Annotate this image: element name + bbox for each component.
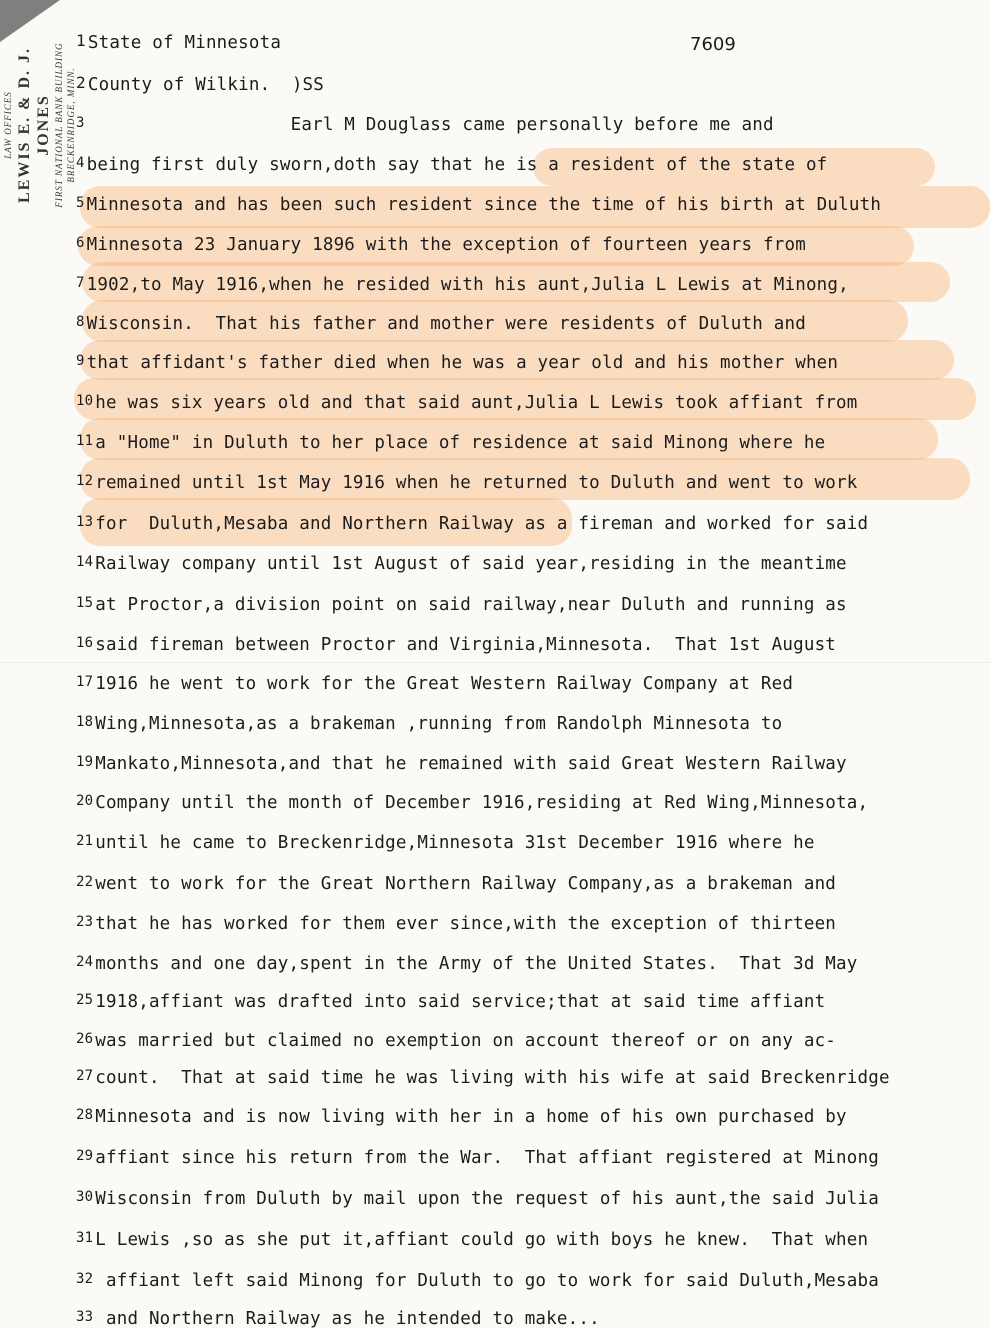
affidavit-line [76,632,990,656]
line-number: 29 [76,1148,94,1164]
line-text: at Proctor,a division point on said railway,near Duluth and running as [95,595,847,615]
line-text: remained until 1st May 1916 when he returned to Duluth and went to work [95,473,858,493]
line-number: 33 [76,1309,94,1325]
affidavit-line [76,951,990,975]
line-number: 16 [76,635,94,651]
line-text: Earl M Douglass came personally before me and [86,115,774,135]
line-number: 28 [76,1107,94,1123]
line-text: Railway company until 1st August of said year,residing in the meantime [95,554,847,574]
affidavit-line [76,1104,990,1128]
line-number: 31 [76,1230,94,1246]
affidavit-line [76,1145,990,1169]
stamp-line-3: FIRST NATIONAL BANK BUILDING [54,42,64,208]
affidavit-line [76,1186,990,1210]
line-number: 24 [76,954,94,970]
line-text: 1902,to May 1916,when he resided with his aunt,Julia L Lewis at Minong, [86,275,849,295]
line-number: 17 [76,674,94,690]
line-text: he was six years old and that said aunt,Julia L Lewis took affiant from [95,393,858,413]
line-text: Wing,Minnesota,as a brakeman ,running from Randolph Minnesota to [95,714,783,734]
line-text: for Duluth,Mesaba and Northern Railway as a fireman and worked for said [95,514,869,534]
line-text: that he has worked for them ever since,with the exception of thirteen [95,914,837,934]
affidavit-line [76,511,990,535]
line-text: that affidant's father died when he was a year old and his mother when [86,353,839,373]
affidavit-line [76,311,990,335]
line-text: count. That at said time he was living with his wife at said Breckenridge [95,1068,890,1088]
line-text: 1916 he went to work for the Great Western Railway Company at Red [95,674,794,694]
affidavit-line [76,871,990,895]
affidavit-line [76,551,990,575]
line-number: 27 [76,1068,94,1084]
affidavit-line [76,989,990,1013]
line-text: a "Home" in Duluth to her place of residence at said Minong where he [95,433,826,453]
line-number: 6 [76,235,85,251]
line-text: County of Wilkin. )SS [87,75,325,95]
line-number: 23 [76,914,94,930]
line-number: 21 [76,833,94,849]
line-number: 4 [76,155,85,171]
line-number: 11 [76,433,94,449]
stamp-line-4: BRECKENRIDGE, MINN. [66,67,76,183]
affidavit-line [76,72,990,96]
line-text: State of Minnesota [87,33,282,53]
line-text: until he came to Breckenridge,Minnesota 31st December 1916 where he [95,833,815,853]
line-number: 1 [76,31,86,50]
line-text: Company until the month of December 1916,residing at Red Wing,Minnesota, [95,793,869,813]
line-text: 1918,affiant was drafted into said service;that at said time affiant [95,992,826,1012]
affidavit-line [76,192,990,216]
line-number: 14 [76,554,94,570]
line-number: 9 [76,353,85,369]
line-number: 5 [76,195,85,211]
line-number: 3 [76,115,85,131]
line-text: months and one day,spent in the Army of the United States. That 3d May [95,954,858,974]
affidavit-line [76,390,990,414]
affidavit-line [76,350,990,374]
affidavit-line [76,1268,990,1292]
affidavit-line [76,430,990,454]
line-text: and Northern Railway as he intended to make... [95,1309,600,1328]
line-text: affiant since his return from the War. That affiant registered at Minong [95,1148,879,1168]
scan-artifact [0,662,990,663]
line-number: 22 [76,874,94,890]
line-text: Minnesota and has been such resident since the time of his birth at Duluth [86,195,882,215]
affidavit-line [76,671,990,695]
line-number: 25 [76,992,94,1008]
affidavit-line [76,1028,990,1052]
line-text: said fireman between Proctor and Virginia,Minnesota. That 1st August [95,635,837,655]
affidavit-line [76,751,990,775]
line-number: 7 [76,275,85,291]
affidavit-line [76,711,990,735]
affidavit-line [76,30,990,54]
affidavit-line [76,1306,990,1328]
affidavit-line [76,911,990,935]
line-number: 2 [76,73,86,92]
line-number: 26 [76,1031,94,1047]
stamp-line-1: LAW OFFICES [3,91,13,159]
line-number: 13 [76,514,94,530]
line-number: 10 [76,393,94,409]
line-text: was married but claimed no exemption on account thereof or on any ac- [95,1031,837,1051]
affidavit-line [76,152,990,176]
line-text: Minnesota 23 January 1896 with the exception of fourteen years from [86,235,806,255]
line-number: 15 [76,595,94,611]
affidavit-line [76,790,990,814]
line-text: L Lewis ,so as she put it,affiant could go with boys he knew. That when [95,1230,869,1250]
stamp-line-2: LEWIS E. & D. J. JONES [16,46,52,204]
affidavit-line [76,112,990,136]
line-text: went to work for the Great Northern Railway Company,as a brakeman and [95,874,837,894]
line-text: Mankato,Minnesota,and that he remained with said Great Western Railway [95,754,847,774]
line-number: 12 [76,473,94,489]
line-number: 20 [76,793,94,809]
affidavit-line [76,1227,990,1251]
affidavit-line [76,830,990,854]
line-number: 8 [76,314,85,330]
law-office-stamp [2,20,76,230]
line-number: 19 [76,754,94,770]
line-text: Wisconsin. That his father and mother were residents of Duluth and [86,314,806,334]
line-text: Minnesota and is now living with her in a home of his own purchased by [95,1107,847,1127]
affidavit-line [76,1065,990,1089]
affidavit-line [76,470,990,494]
document-number: 7609 [690,34,736,55]
affidavit-line [76,232,990,256]
line-number: 30 [76,1189,94,1205]
affidavit-line [76,592,990,616]
line-number: 32 [76,1271,94,1287]
line-number: 18 [76,714,94,730]
line-text: being first duly sworn,doth say that he is a resident of the state of [86,155,828,175]
line-text: affiant left said Minong for Duluth to go to work for said Duluth,Mesaba [95,1271,879,1291]
affidavit-line [76,272,990,296]
line-text: Wisconsin from Duluth by mail upon the request of his aunt,the said Julia [95,1189,879,1209]
